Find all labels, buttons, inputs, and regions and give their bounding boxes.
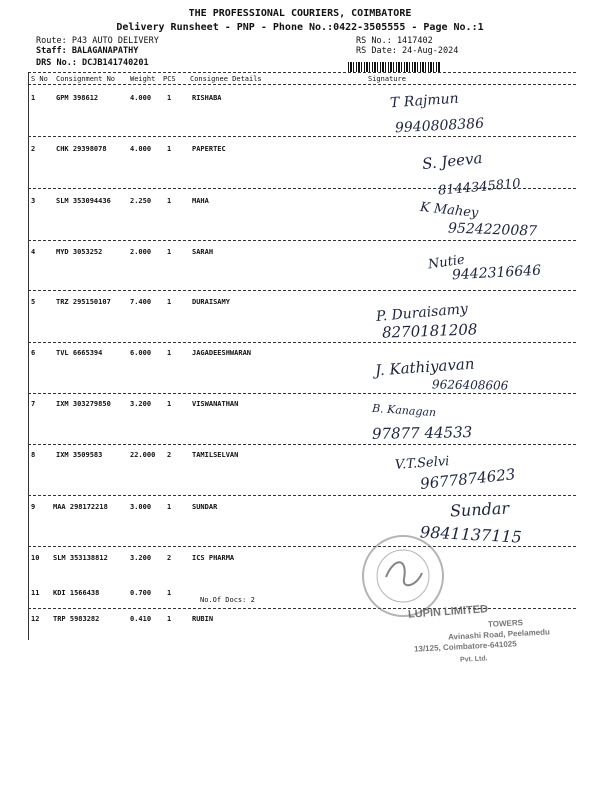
- stamp-line-3: Avinashi Road, Peelamedu: [447, 627, 551, 642]
- row-consignee: RUBIN: [192, 615, 214, 623]
- barcode: [348, 62, 440, 72]
- row-consignment: IXM 303279850: [56, 400, 111, 408]
- seal-scribble-icon: [364, 537, 442, 615]
- row-consignee: MAHA: [192, 197, 209, 205]
- docs-count-note: No.Of Docs: 2: [200, 596, 255, 604]
- row-sno: 2: [31, 145, 36, 153]
- row-weight: 7.400: [130, 298, 152, 306]
- row-consignee: TAMILSELVAN: [192, 451, 239, 459]
- signature-9-name: Sundar: [449, 498, 510, 521]
- row-weight: 3.200: [130, 554, 152, 562]
- row-divider: [28, 608, 576, 609]
- row-consignee: DURAISAMY: [192, 298, 230, 306]
- signature-7-phone: 97877 44533: [371, 423, 473, 443]
- signature-3-name: K Mahey: [419, 199, 479, 222]
- col-signature: Signature: [368, 75, 406, 83]
- row-pcs: 1: [167, 589, 172, 597]
- row-consignment: TRZ 295150107: [56, 298, 111, 306]
- row-sno: 7: [31, 400, 36, 408]
- row-consignee: ICS PHARMA: [192, 554, 235, 562]
- row-pcs: 1: [167, 349, 172, 357]
- row-consignment: MAA 298172218: [53, 503, 108, 511]
- signature-9-phone: 9841137115: [419, 522, 523, 547]
- signature-1-name: T Rajmun: [389, 90, 460, 112]
- signature-1-phone: 9940808386: [394, 115, 485, 137]
- stamp-line-4: 13/125, Coimbatore-641025: [413, 639, 517, 654]
- row-pcs: 1: [167, 197, 172, 205]
- row-sno: 10: [31, 554, 40, 562]
- signature-7-name: B. Kanagan: [371, 401, 437, 420]
- header-rule: [28, 84, 576, 85]
- row-consignment: GPM 398612: [56, 94, 99, 102]
- table-top-rule: [28, 72, 576, 73]
- row-divider: [28, 495, 576, 496]
- stamp-line-2: TOWERS: [487, 618, 524, 629]
- row-consignment: IXM 3509583: [56, 451, 103, 459]
- row-consignment: CHK 29398078: [56, 145, 107, 153]
- row-weight: 0.410: [130, 615, 152, 623]
- row-consignee: SUNDAR: [192, 503, 218, 511]
- row-sno: 3: [31, 197, 36, 205]
- row-pcs: 1: [167, 248, 172, 256]
- row-divider: [28, 342, 576, 343]
- row-consignment: SLM 353094436: [56, 197, 111, 205]
- row-weight: 22.000: [130, 451, 156, 459]
- row-weight: 4.000: [130, 94, 152, 102]
- row-weight: 6.000: [130, 349, 152, 357]
- row-sno: 8: [31, 451, 36, 459]
- row-weight: 3.200: [130, 400, 152, 408]
- signature-5-phone: 8270181208: [381, 320, 478, 342]
- row-divider: [28, 290, 576, 291]
- signature-5-name: P. Duraisamy: [375, 301, 469, 325]
- row-consignee: VISWANATHAN: [192, 400, 239, 408]
- table-left-border: [28, 72, 29, 640]
- row-divider: [28, 240, 576, 241]
- signature-2-phone: 8144345810: [437, 176, 522, 199]
- row-pcs: 1: [167, 615, 172, 623]
- row-pcs: 2: [167, 554, 172, 562]
- col-consignment: Consignment No: [56, 75, 116, 83]
- stamp-company: LUPIN LIMITED: [407, 603, 489, 621]
- signature-8-phone: 9677874623: [419, 465, 517, 493]
- row-sno: 11: [31, 589, 40, 597]
- row-divider: [28, 546, 576, 547]
- row-sno: 4: [31, 248, 36, 256]
- col-weight: Weight: [130, 75, 156, 83]
- signature-4-phone: 9442316646: [451, 262, 542, 284]
- row-weight: 0.700: [130, 589, 152, 597]
- signature-8-name: V.T.Selvi: [394, 454, 450, 473]
- row-consignment: TRP 5983282: [53, 615, 100, 623]
- round-seal: [362, 535, 444, 617]
- row-weight: 3.000: [130, 503, 152, 511]
- rs-number: RS No.: 1417402: [356, 36, 433, 46]
- route-label: Route: P43 AUTO DELIVERY: [36, 36, 159, 46]
- row-weight: 2.250: [130, 197, 152, 205]
- col-pcs: PCS: [163, 75, 176, 83]
- row-weight: 2.000: [130, 248, 152, 256]
- signature-6-phone: 9626408606: [431, 377, 509, 393]
- row-pcs: 1: [167, 298, 172, 306]
- row-consignment: TVL 6665394: [56, 349, 103, 357]
- company-title: THE PROFESSIONAL COURIERS, COIMBATORE: [188, 8, 412, 19]
- row-pcs: 1: [167, 145, 172, 153]
- row-pcs: 1: [167, 503, 172, 511]
- col-consignee: Consignee Details: [190, 75, 262, 83]
- row-sno: 12: [31, 615, 40, 623]
- row-divider: [28, 393, 576, 394]
- row-pcs: 1: [167, 400, 172, 408]
- rs-date: RS Date: 24-Aug-2024: [356, 46, 459, 56]
- row-sno: 9: [31, 503, 36, 511]
- row-weight: 4.000: [130, 145, 152, 153]
- row-consignment: SLM 353138812: [53, 554, 108, 562]
- signature-4-name: Nutie: [427, 252, 466, 273]
- row-sno: 5: [31, 298, 36, 306]
- col-sno: S No: [31, 75, 48, 83]
- row-consignee: JAGADEESHWARAN: [192, 349, 252, 357]
- row-consignment: MYD 3053252: [56, 248, 103, 256]
- row-consignee: RISHABA: [192, 94, 222, 102]
- row-sno: 6: [31, 349, 36, 357]
- signature-2-name: S. Jeeva: [421, 148, 484, 174]
- drs-label: DRS No.: DCJB141740201: [36, 58, 149, 68]
- row-consignee: PAPERTEC: [192, 145, 226, 153]
- row-pcs: 1: [167, 94, 172, 102]
- row-divider: [28, 444, 576, 445]
- signature-3-phone: 9524220087: [447, 220, 538, 240]
- row-pcs: 2: [167, 451, 172, 459]
- signature-6-name: J. Kathiyavan: [374, 354, 476, 380]
- row-consignee: SARAH: [192, 248, 214, 256]
- stamp-line-5: Pvt. Ltd.: [459, 655, 488, 664]
- staff-label: Staff: BALAGANAPATHY: [36, 46, 139, 56]
- runsheet-subtitle: Delivery Runsheet - PNP - Phone No.:0422-3505555 - Page No.:1: [116, 22, 484, 33]
- row-sno: 1: [31, 94, 36, 102]
- row-divider: [28, 136, 576, 137]
- row-consignment: KDI 1566438: [53, 589, 100, 597]
